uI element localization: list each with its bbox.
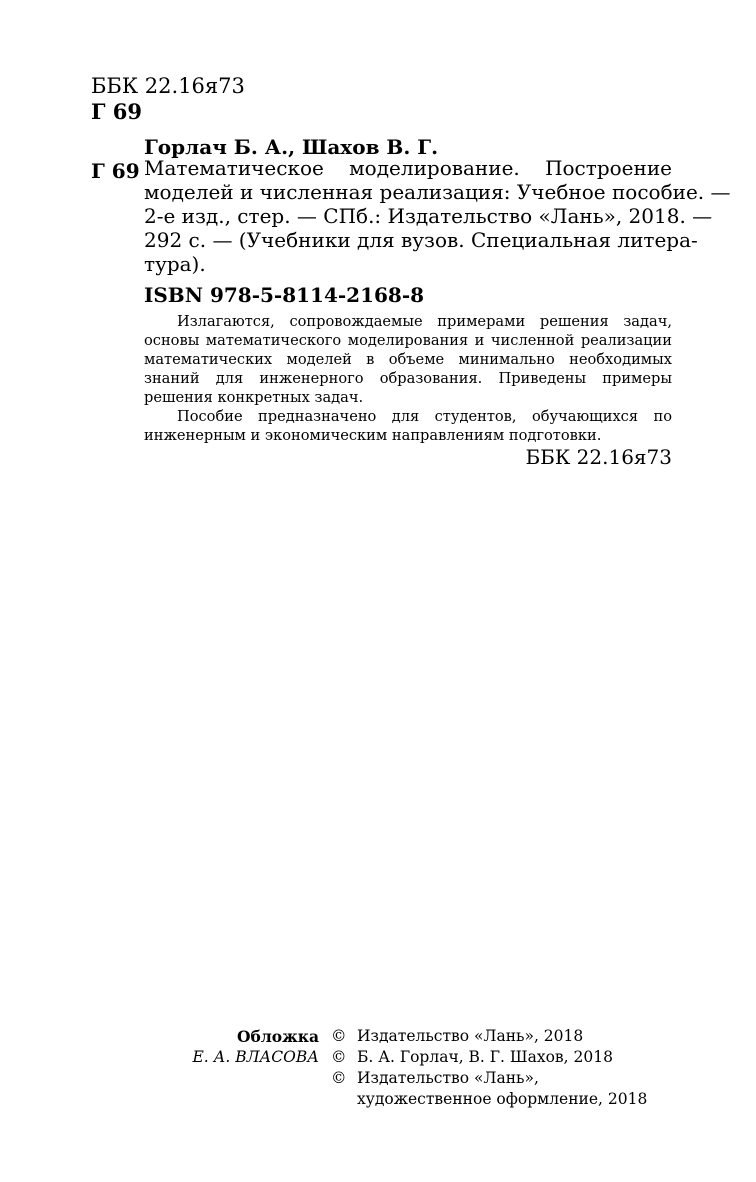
abstract-line: Пособие предназначено для студентов, обучающихся по bbox=[177, 408, 672, 425]
abstract-line: решения конкретных задач. bbox=[144, 389, 364, 406]
cover-designer: Е. А. ВЛАСОВА bbox=[192, 1048, 319, 1066]
bbk-classification-bottom: ББК 22.16я73 bbox=[525, 445, 672, 469]
bib-line: 292 с. — (Учебники для вузов. Специальная литера- bbox=[144, 228, 698, 252]
cover-credit-label bbox=[237, 1026, 319, 1048]
copyright-symbol: © bbox=[331, 1069, 347, 1087]
copyright-line: художественное оформление, 2018 bbox=[357, 1090, 648, 1108]
bib-line: Математическое моделирование. Построение bbox=[144, 156, 672, 180]
bibliographic-description bbox=[144, 156, 731, 276]
cover-credit-name bbox=[192, 1047, 319, 1068]
bib-line: тура). bbox=[144, 252, 206, 276]
copyright-symbol: © bbox=[331, 1027, 347, 1045]
abstract-line: знаний для инженерного образования. Приведены примеры bbox=[144, 370, 672, 387]
abstract-line: основы математического моделирования и численной реализации bbox=[144, 332, 672, 349]
bib-line: 2-е изд., стер. — СПб.: Издательство «Лань», 2018. — bbox=[144, 204, 713, 228]
bbk-classification-top: ББК 22.16я73 bbox=[91, 74, 245, 98]
author-mark-top: Г 69 bbox=[91, 99, 143, 124]
copyright-line: Издательство «Лань», bbox=[357, 1069, 539, 1087]
copyright-line: Б. А. Горлач, В. Г. Шахов, 2018 bbox=[357, 1048, 613, 1066]
abstract-line: Излагаются, сопровождаемые примерами решения задач, bbox=[177, 313, 672, 330]
abstract-line: инженерным и экономическим направлениям подготовки. bbox=[144, 427, 602, 444]
copyright-symbol: © bbox=[331, 1048, 347, 1066]
cover-label: Обложка bbox=[237, 1027, 319, 1046]
isbn: ISBN 978-5-8114-2168-8 bbox=[144, 283, 425, 307]
bib-line: моделей и численная реализация: Учебное пособие. — bbox=[144, 180, 731, 204]
authors: Горлач Б. А., Шахов В. Г. bbox=[144, 135, 439, 159]
author-mark-side: Г 69 bbox=[91, 159, 140, 183]
abstract-line: математических моделей в объеме минимально необходимых bbox=[144, 351, 672, 368]
abstract bbox=[144, 312, 672, 445]
copyright-line: Издательство «Лань», 2018 bbox=[357, 1027, 584, 1045]
